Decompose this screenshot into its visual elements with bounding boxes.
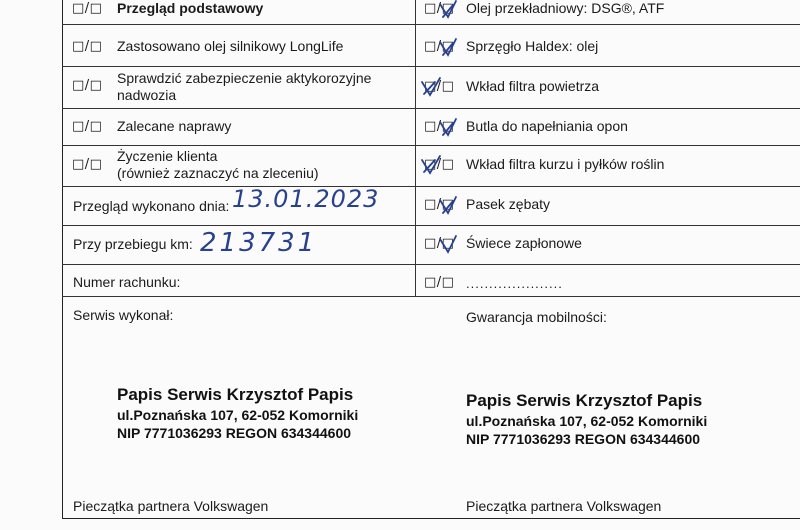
- row-divider: [62, 264, 800, 265]
- row-divider: [62, 66, 800, 67]
- row-divider: [62, 225, 800, 226]
- stamp-company: Papis Serwis Krzysztof Papis: [466, 391, 703, 410]
- mobility-guarantee-label: Gwarancja mobilności:: [466, 309, 607, 325]
- stamp-company: Papis Serwis Krzysztof Papis: [117, 385, 354, 404]
- mileage-value: 213731: [200, 228, 318, 258]
- checkbox-pair[interactable]: □/□: [424, 39, 455, 54]
- stamp-tax-id: NIP 7771036293 REGON 634344600: [117, 425, 352, 441]
- checkbox-pair[interactable]: □/□: [424, 197, 455, 212]
- checkmark-icon: [437, 234, 459, 256]
- dealer-stamp-right: [466, 390, 707, 448]
- inspection-date-value: 13.01.2023: [232, 185, 380, 213]
- checkbox-pair[interactable]: □/□: [424, 1, 455, 16]
- checkmark-icon: [437, 195, 459, 217]
- row-label-recommended-repairs: Zalecane naprawy: [117, 118, 232, 134]
- mileage-label: Przy przebiegu km:: [73, 236, 193, 252]
- checkmark-icon: [420, 154, 442, 176]
- inspection-date-label: Przegląd wykonano dnia:: [73, 198, 230, 214]
- checkmark-icon: [437, 117, 459, 139]
- row-label-basic-inspection: Przegląd podstawowy: [117, 0, 264, 16]
- stamp-tax-id: NIP 7771036293 REGON 634344600: [466, 431, 701, 447]
- row-divider: [62, 145, 800, 146]
- checkbox-pair[interactable]: □/□: [72, 1, 103, 16]
- row-label-spark-plugs: Świece zapłonowe: [466, 235, 582, 251]
- row-label-corrosion-check-2: nadwozia: [117, 87, 177, 103]
- checkbox-pair[interactable]: □/□: [424, 157, 455, 172]
- row-label-pollen-filter: Wkład filtra kurzu i pyłków roślin: [466, 156, 665, 172]
- checkbox-pair[interactable]: □/□: [72, 157, 103, 172]
- checkmark-icon: [437, 0, 459, 21]
- stamp-address: ul.Poznańska 107, 62-052 Komorniki: [466, 413, 708, 429]
- row-label-longlife-oil: Zastosowano olej silnikowy LongLife: [117, 38, 344, 54]
- checkmark-icon: [437, 37, 459, 59]
- row-label-customer-request-2: (również zaznaczyć na zleceniu): [117, 165, 319, 181]
- column-divider: [415, 0, 416, 296]
- checkbox-pair[interactable]: □/□: [72, 39, 103, 54]
- checkmark-icon: [420, 76, 442, 98]
- checkbox-pair[interactable]: □/□: [424, 236, 455, 251]
- row-label-timing-belt: Pasek zębaty: [466, 196, 551, 212]
- row-label-corrosion-check: Sprawdzić zabezpieczenie aktykorozyjne: [117, 70, 372, 86]
- checkbox-pair[interactable]: □/□: [72, 119, 103, 134]
- partner-stamp-label-right: Pieczątka partnera Volkswagen: [466, 498, 662, 514]
- row-label-haldex-oil: Sprzęgło Haldex: olej: [466, 38, 599, 54]
- row-label-air-filter: Wkład filtra powietrza: [466, 78, 600, 94]
- row-label-gear-oil: Olej przekładniowy: DSG®, ATF: [466, 0, 665, 16]
- row-divider: [62, 296, 800, 297]
- row-divider: [62, 186, 800, 187]
- checkbox-pair[interactable]: □/□: [424, 275, 455, 290]
- row-label-blank: .....................: [466, 276, 563, 291]
- checkbox-pair[interactable]: □/□: [424, 79, 455, 94]
- stamp-address: ul.Poznańska 107, 62-052 Komorniki: [117, 407, 359, 423]
- checkbox-pair[interactable]: □/□: [72, 78, 103, 93]
- partner-stamp-label-left: Pieczątka partnera Volkswagen: [73, 498, 269, 514]
- service-performed-by-label: Serwis wykonał:: [73, 307, 174, 323]
- row-divider: [62, 108, 800, 109]
- row-label-customer-request: Życzenie klienta: [117, 148, 218, 164]
- row-label-tyre-inflator: Butla do napełniania opon: [466, 118, 628, 134]
- row-divider: [62, 24, 800, 25]
- checkbox-pair[interactable]: □/□: [424, 119, 455, 134]
- invoice-number-label: Numer rachunku:: [73, 274, 181, 290]
- dealer-stamp-left: [117, 384, 358, 442]
